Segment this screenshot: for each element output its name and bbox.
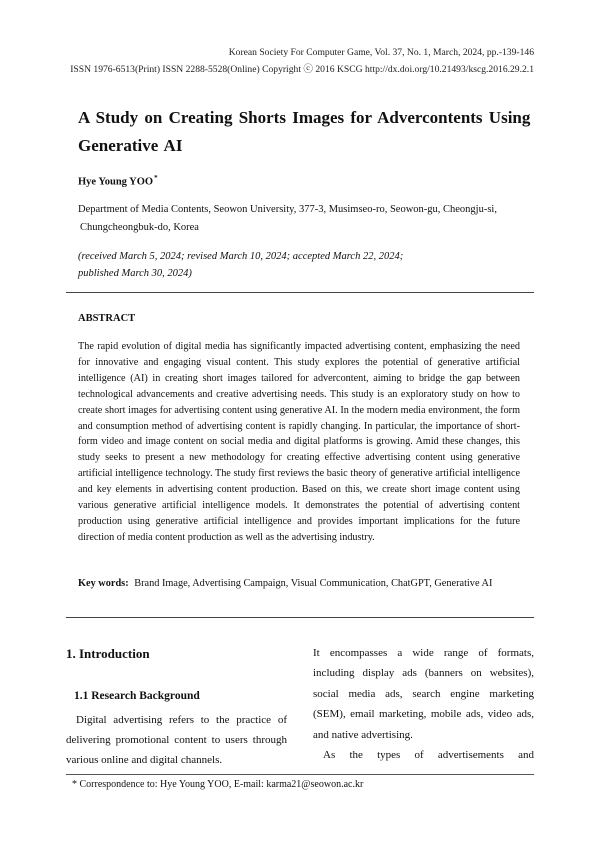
subsection-heading-research-background: 1.1 Research Background xyxy=(74,690,200,702)
author-mark: * xyxy=(154,174,158,182)
right-paragraph-1: It encompasses a wide range of formats, including display ads (banners on websites), social media ads, search engine marketing (SEM), email marketing, mobile ads, video ads, and native advertising. xyxy=(313,647,534,741)
abstract-text: The rapid evolution of digital media has significantly impacted advertising content, emphasizing the need for innovative and engaging visual content. This study explores the potential of generative artificial intelligence (AI) in creating short images tailored for advercontent, aiming to bridge the gap between technological advancements and creative advertising needs. This study is an exploratory study on how to create short images for advertising content using generative AI. In the modern media environment, the form and consumption method of advertising content is rapidly changing. In particular, the importance of short-form video and image content on social media and digital platforms is growing. Amid these changes, this study seeks to present a new methodology for creating effective advertising content using generative artificial intelligence technology. The study first reviews the basic theory of generative artificial intelligence and key elements in advertising content production. Based on this, we create short image content using various generative artificial intelligence models. It demonstrates the potential of advertising content production using generative artificial intelligence and provides important implications for the future direction of media content production as well as the advertising industry. xyxy=(78,341,520,543)
affiliation-line-1: Department of Media Contents, Seowon University, 377-3, Musimseo-ro, Seowon-gu, Cheongju-si, xyxy=(78,204,497,215)
affiliation xyxy=(78,201,538,237)
left-column-text xyxy=(66,710,287,770)
affiliation-line-2: Chungcheongbuk-do, Korea xyxy=(80,222,199,233)
left-paragraph: Digital advertising refers to the practice of delivering promotional content to users through various online and digital channels. xyxy=(66,714,287,766)
right-paragraph-2: As the types of advertisements and xyxy=(323,749,534,762)
journal-header xyxy=(70,44,534,78)
section-heading-introduction: 1. Introduction xyxy=(66,646,150,661)
abstract-heading: ABSTRACT xyxy=(78,313,136,324)
correspondence-footnote: * Correspondence to: Hye Young YOO, E-mail: karma21@seowon.ac.kr xyxy=(72,779,364,790)
publication-dates xyxy=(78,248,538,282)
keywords xyxy=(78,578,528,589)
paper-title: A Study on Creating Shorts Images for Advercontents Using Generative AI xyxy=(78,108,531,155)
right-column-text xyxy=(313,643,534,765)
keywords-label: Key words: xyxy=(78,578,129,589)
dates-line-1: (received March 5, 2024; revised March 10, 2024; accepted March 22, 2024; xyxy=(78,251,404,262)
author-name: Hye Young YOO xyxy=(78,176,154,188)
journal-citation: Korean Society For Computer Game, Vol. 37, No. 1, March, 2024, pp.-139-146 xyxy=(228,47,534,58)
keywords-value: Brand Image, Advertising Campaign, Visual Communication, ChatGPT, Generative AI xyxy=(134,578,493,589)
author xyxy=(78,174,158,188)
footnote-rule xyxy=(66,774,534,775)
abstract-top-rule xyxy=(66,292,534,293)
dates-line-2: published March 30, 2024) xyxy=(78,268,192,279)
journal-issn-doi: ISSN 1976-6513(Print) ISSN 2288-5528(Online) Copyright ⓒ 2016 KSCG http://dx.doi.org/10.21493/kscg.2016.29.2.1 xyxy=(70,64,534,75)
abstract-bottom-rule xyxy=(66,617,534,618)
